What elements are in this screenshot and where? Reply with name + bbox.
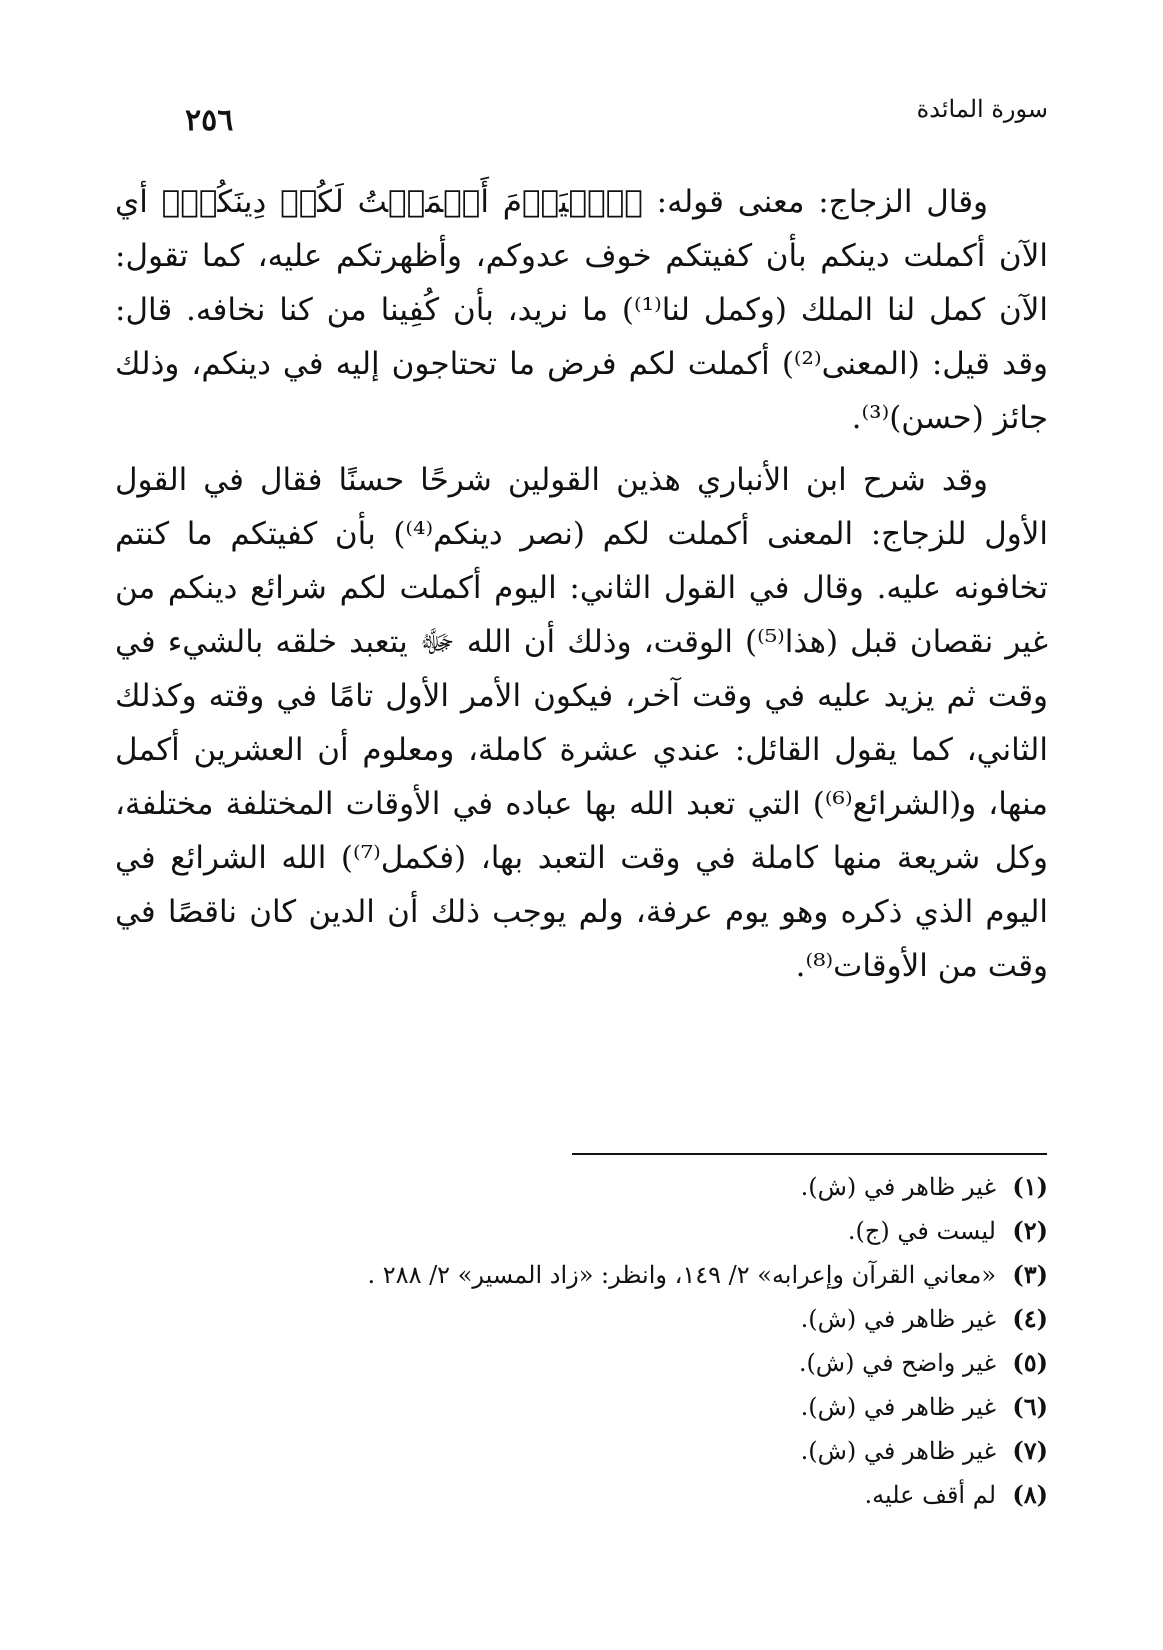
surah-title: سورة المائدة <box>916 95 1048 123</box>
footnote <box>180 1297 1048 1341</box>
footnote-text: ليست في (ج). <box>847 1217 996 1245</box>
footnote-text: غير ظاهر في (ش). <box>800 1393 996 1421</box>
footnote-text: لم أقف عليه. <box>864 1481 996 1509</box>
page-number: ٢٥٦ <box>185 103 234 138</box>
footnotes <box>180 1165 1048 1517</box>
footnote <box>180 1473 1048 1517</box>
footnote-text: غير ظاهر في (ش). <box>800 1437 996 1465</box>
footnote-text: غير ظاهر في (ش). <box>800 1305 996 1333</box>
footnote-text: غير واضح في (ش). <box>798 1349 996 1377</box>
footnote <box>180 1165 1048 1209</box>
main-text <box>115 175 1048 1001</box>
paragraph: وقال الزجاج: معنى قوله: ﴿ٱلۡيَوۡمَ أَكۡمَلۡتُ لَكُمۡ دِينَكُمۡ﴾ أي الآن أكملت دينكم بأن كفيتكم خوف عدوكم، وأظهرتكم عليه، كما تقول: الآن كمل لنا الملك (وكمل لنا⁽¹⁾) ما نريد، بأن كُفِينا من كنا نخافه. قال: وقد قيل: (المعنى⁽²⁾) أكملت لكم فرض ما تحتاجون إليه في دينكم، وذلك جائز (حسن)⁽³⁾. <box>115 184 1049 436</box>
footnote-number: (٤) <box>1012 1304 1048 1333</box>
footnote-separator <box>572 1153 1047 1155</box>
footnote <box>180 1385 1048 1429</box>
footnote <box>180 1429 1048 1473</box>
paragraph: وقد شرح ابن الأنباري هذين القولين شرحًا حسنًا فقال في القول الأول للزجاج: المعنى أكملت لكم (نصر دينكم⁽⁴⁾) بأن كفيتكم ما كنتم تخافونه عليه. وقال في القول الثاني: اليوم أكملت لكم شرائع دينكم من غير نقصان قبل (هذا⁽⁵⁾) الوقت، وذلك أن الله ﷻ يتعبد خلقه بالشيء في وقت ثم يزيد عليه في وقت آخر، فيكون الأمر الأول تامًا في وقته وكذلك الثاني، كما يقول القائل: عندي عشرة كاملة، ومعلوم أن العشرين أكمل منها، و(الشرائع⁽⁶⁾) التي تعبد الله بها عباده في الأوقات المختلفة مختلفة، وكل شريعة منها كاملة في وقت التعبد بها، (فكمل⁽⁷⁾) الله الشرائع في اليوم الذي ذكره وهو يوم عرفة، ولم يوجب ذلك أن الدين كان ناقصًا في وقت من الأوقات⁽⁸⁾. <box>115 462 1049 984</box>
page-header <box>185 95 1048 145</box>
footnote-text: غير ظاهر في (ش). <box>800 1173 996 1201</box>
footnote <box>180 1341 1048 1385</box>
footnote-text: «معاني القرآن وإعرابه» ٢/ ١٤٩، وانظر: «زاد المسير» ٢/ ٢٨٨ . <box>367 1261 996 1289</box>
footnote-number: (٥) <box>1012 1348 1048 1377</box>
footnote-number: (٨) <box>1012 1480 1048 1509</box>
footnote <box>180 1253 1048 1297</box>
footnote-number: (١) <box>1012 1172 1048 1201</box>
footnote-number: (٦) <box>1012 1392 1048 1421</box>
footnote-number: (٣) <box>1012 1260 1048 1289</box>
footnote <box>180 1209 1048 1253</box>
footnote-number: (٧) <box>1012 1436 1048 1465</box>
footnote-number: (٢) <box>1012 1216 1048 1245</box>
